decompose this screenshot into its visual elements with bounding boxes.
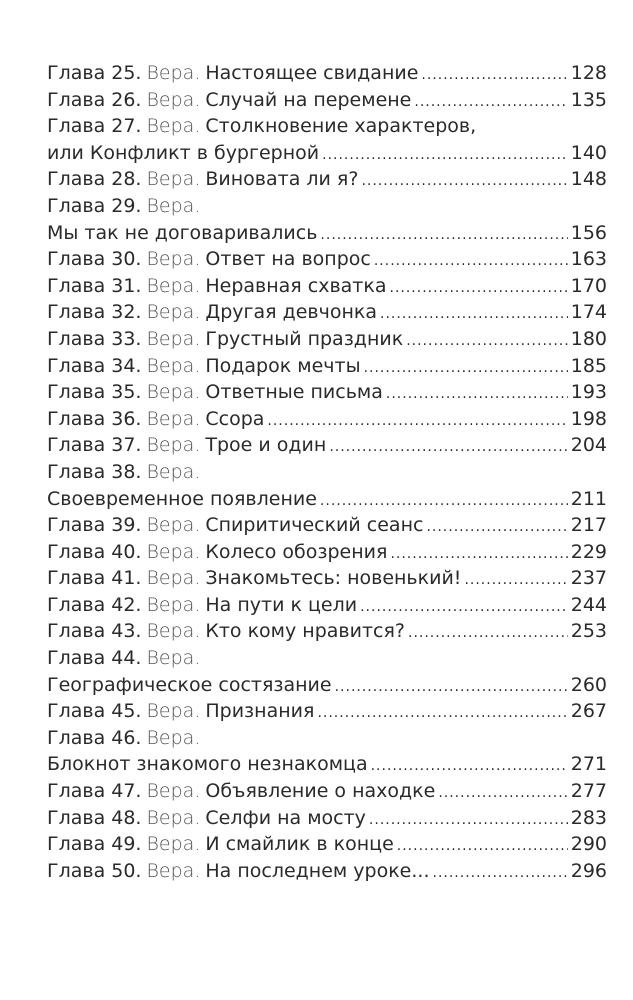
dot-leader (364, 355, 568, 380)
chapter-narrator: Вера. (146, 274, 201, 297)
dot-leader (390, 275, 568, 300)
chapter-title: Признания (205, 700, 315, 723)
dot-leader (335, 674, 568, 699)
dot-leader (320, 222, 567, 247)
chapter-number: Глава 32. (47, 301, 142, 324)
chapter-narrator: Вера. (146, 194, 201, 217)
page-number: 277 (570, 780, 607, 803)
page-number: 170 (570, 274, 607, 297)
toc-line (47, 140, 607, 167)
toc-line (47, 539, 607, 566)
chapter-title: Объявление о находке (205, 780, 436, 803)
chapter-narrator: Вера. (146, 354, 201, 377)
toc-line (47, 353, 607, 380)
chapter-title: Грустный праздник (205, 327, 404, 350)
chapter-narrator: Вера. (146, 514, 201, 537)
chapter-number: Глава 37. (47, 434, 142, 457)
page-number: 296 (570, 859, 607, 882)
chapter-title: Случай на перемене (205, 88, 412, 111)
chapter-narrator: Вера. (146, 540, 201, 563)
chapter-number: Глава 50. (47, 859, 142, 882)
chapter-title: Неравная схватка (205, 274, 387, 297)
chapter-title: Селфи на мосту (205, 806, 366, 829)
chapter-title: Мы так не договаривались (47, 221, 318, 244)
page-number: 253 (570, 620, 607, 643)
chapter-title: Знакомьтесь: новенький! (205, 567, 462, 590)
dot-leader (329, 434, 567, 459)
dot-leader (374, 248, 568, 273)
page-number: 211 (570, 487, 607, 510)
chapter-title: Своевременное появление (47, 487, 317, 510)
dot-leader (360, 594, 568, 619)
page-number: 283 (570, 806, 607, 829)
page-number: 290 (570, 833, 607, 856)
dot-leader (361, 168, 567, 193)
chapter-number: Глава 40. (47, 540, 142, 563)
chapter-title: Колесо обозрения (205, 540, 388, 563)
page-number: 156 (570, 221, 607, 244)
page-number: 193 (570, 381, 607, 404)
chapter-narrator: Вера. (146, 567, 201, 590)
chapter-title: Ответ на вопрос (205, 248, 371, 271)
toc-line (47, 432, 607, 459)
chapter-title: или Конфликт в бургерной (47, 141, 320, 164)
dot-leader (464, 567, 567, 592)
chapter-number: Глава 30. (47, 248, 142, 271)
dot-leader (421, 62, 567, 87)
chapter-narrator: Вера. (146, 115, 201, 138)
page-number: 260 (570, 673, 607, 696)
chapter-number: Глава 28. (47, 168, 142, 191)
chapter-narrator: Вера. (146, 780, 201, 803)
dot-leader (438, 780, 567, 805)
chapter-narrator: Вера. (146, 593, 201, 616)
chapter-number: Глава 43. (47, 620, 142, 643)
dot-leader (380, 301, 568, 326)
page-number: 237 (570, 567, 607, 590)
chapter-title: Спиритический сеанс (205, 514, 424, 537)
chapter-number: Глава 41. (47, 567, 142, 590)
toc-line (47, 326, 607, 353)
toc-list (47, 60, 607, 884)
page-number: 148 (570, 168, 607, 191)
chapter-number: Глава 38. (47, 460, 142, 483)
toc-line (47, 113, 607, 140)
chapter-number: Глава 25. (47, 62, 142, 84)
chapter-narrator: Вера. (146, 859, 201, 882)
toc-line (47, 220, 607, 247)
toc-line (47, 672, 607, 699)
chapter-number: Глава 45. (47, 700, 142, 723)
page-number: 128 (570, 62, 607, 84)
dot-leader (369, 807, 568, 832)
chapter-number: Глава 29. (47, 194, 142, 217)
dot-leader (390, 541, 567, 566)
dot-leader (426, 514, 567, 539)
page-number: 185 (570, 354, 607, 377)
chapter-narrator: Вера. (146, 248, 201, 271)
toc-line (47, 725, 607, 752)
chapter-title: Виновата ли я? (205, 168, 359, 191)
toc-line (47, 618, 607, 645)
toc-line (47, 778, 607, 805)
chapter-narrator: Вера. (146, 407, 201, 430)
chapter-narrator: Вера. (146, 301, 201, 324)
toc-line (47, 299, 607, 326)
chapter-number: Глава 34. (47, 354, 142, 377)
toc-line (47, 273, 607, 300)
page-number: 163 (570, 248, 607, 271)
chapter-number: Глава 27. (47, 115, 142, 138)
chapter-narrator: Вера. (146, 434, 201, 457)
chapter-number: Глава 49. (47, 833, 142, 856)
dot-leader (320, 488, 568, 513)
chapter-number: Глава 31. (47, 274, 142, 297)
dot-leader (322, 142, 568, 167)
dot-leader (408, 620, 568, 645)
dot-leader (406, 328, 568, 353)
toc-line (47, 459, 607, 486)
dot-leader (386, 381, 568, 406)
chapter-title: Блокнот знакомого незнакомца (47, 753, 368, 776)
dot-leader (433, 860, 568, 885)
chapter-title: Ответные письма (205, 381, 383, 404)
chapter-title: Настоящее свидание (205, 62, 419, 84)
toc-line (47, 512, 607, 539)
chapter-narrator: Вера. (146, 647, 201, 670)
toc-line (47, 246, 607, 273)
page-number: 204 (570, 434, 607, 457)
toc-line (47, 486, 607, 513)
dot-leader (267, 408, 567, 433)
chapter-number: Глава 42. (47, 593, 142, 616)
chapter-narrator: Вера. (146, 460, 201, 483)
dot-leader (397, 833, 568, 858)
toc-line (47, 858, 607, 885)
page-number: 198 (570, 407, 607, 430)
page-number: 267 (570, 700, 607, 723)
page-number: 271 (570, 753, 607, 776)
chapter-narrator: Вера. (146, 833, 201, 856)
chapter-narrator: Вера. (146, 726, 201, 749)
toc-line (47, 379, 607, 406)
page-number: 229 (570, 540, 607, 563)
toc-line (47, 592, 607, 619)
chapter-number: Глава 48. (47, 806, 142, 829)
table-of-contents (47, 60, 607, 884)
chapter-title: На пути к цели (205, 593, 358, 616)
chapter-narrator: Вера. (146, 806, 201, 829)
chapter-number: Глава 33. (47, 327, 142, 350)
toc-line (47, 60, 607, 87)
page-number: 174 (570, 301, 607, 324)
chapter-narrator: Вера. (146, 88, 201, 111)
chapter-number: Глава 44. (47, 647, 142, 670)
chapter-title: Кто кому нравится? (205, 620, 405, 643)
chapter-narrator: Вера. (146, 381, 201, 404)
dot-leader (371, 753, 568, 778)
dot-leader (414, 89, 567, 114)
toc-line (47, 645, 607, 672)
chapter-title: Подарок мечты (205, 354, 361, 377)
toc-line (47, 831, 607, 858)
dot-leader (317, 700, 567, 725)
chapter-title: Географическое состязание (47, 673, 332, 696)
toc-line (47, 805, 607, 832)
chapter-number: Глава 46. (47, 726, 142, 749)
toc-line (47, 193, 607, 220)
chapter-number: Глава 26. (47, 88, 142, 111)
toc-line (47, 406, 607, 433)
chapter-title: И смайлик в конце (205, 833, 394, 856)
toc-line (47, 698, 607, 725)
toc-line (47, 751, 607, 778)
chapter-number: Глава 36. (47, 407, 142, 430)
toc-line (47, 166, 607, 193)
page-number: 244 (570, 593, 607, 616)
chapter-title: Трое и один (205, 434, 327, 457)
page-number: 135 (570, 88, 607, 111)
page-number: 140 (570, 141, 607, 164)
toc-line (47, 87, 607, 114)
page-number: 217 (570, 514, 607, 537)
chapter-title: Другая девчонка (205, 301, 378, 324)
chapter-narrator: Вера. (146, 327, 201, 350)
chapter-title: На последнем уроке... (205, 859, 430, 882)
chapter-narrator: Вера. (146, 168, 201, 191)
chapter-title: Столкновение характеров, (205, 115, 477, 138)
toc-line (47, 565, 607, 592)
chapter-narrator: Вера. (146, 700, 201, 723)
chapter-number: Глава 35. (47, 381, 142, 404)
page-number: 180 (570, 327, 607, 350)
chapter-number: Глава 47. (47, 780, 142, 803)
chapter-title: Ссора (205, 407, 265, 430)
chapter-number: Глава 39. (47, 514, 142, 537)
chapter-narrator: Вера. (146, 62, 201, 84)
chapter-narrator: Вера. (146, 620, 201, 643)
